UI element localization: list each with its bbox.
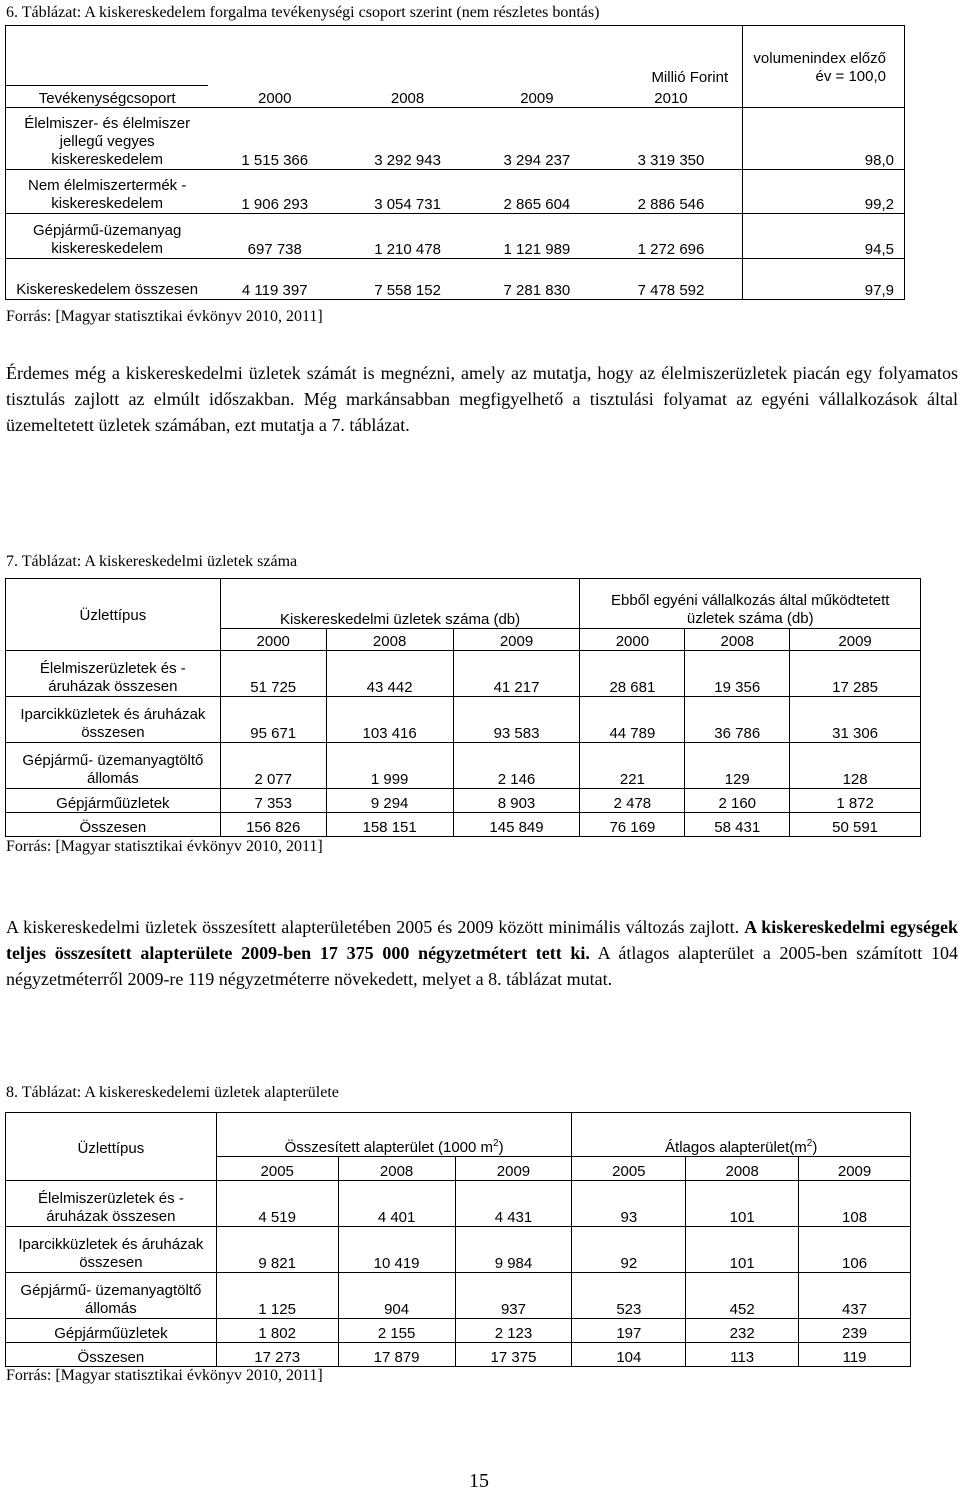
table6-year: 2009 [474,86,600,108]
table6-cell: 697 738 [208,214,341,259]
table6-cell: 3 319 350 [600,108,743,170]
table8-cell: 904 [338,1273,455,1319]
table6-caption: 6. Táblázat: A kiskereskedelem forgalma tevékenységi csoport szerint (nem részletes bontás) [6,4,600,21]
table6-cell: 3 294 237 [474,108,600,170]
table7-cell: 36 786 [685,697,790,743]
table7-cell: 2 146 [453,743,580,789]
table7-cell: 1 999 [326,743,453,789]
table8-caption: 8. Táblázat: A kiskereskedelemi üzletek alapterülete [6,1084,339,1101]
table8-cell: 4 519 [216,1181,338,1227]
table7-caption: 7. Táblázat: A kiskereskedelmi üzletek száma [6,553,298,570]
table6-index: 94,5 [743,214,905,259]
table8-cell: 232 [686,1319,799,1343]
table7-cell: 1 872 [790,789,921,813]
table8-row-label: Iparcikküzletek és áruházak összesen [6,1227,217,1273]
table7-cell: 221 [580,743,685,789]
table8-group2-end: ) [812,1139,818,1156]
table6-cell: 7 558 152 [341,259,474,300]
body-paragraph [6,914,958,992]
table8-cell: 92 [572,1227,686,1273]
table8-row-label: Összesen [6,1343,217,1367]
table6-index: 97,9 [743,259,905,300]
table6-cell: 1 210 478 [341,214,474,259]
table8-cell: 437 [799,1273,911,1319]
table8-cell: 119 [799,1343,911,1367]
table6-cell: 7 281 830 [474,259,600,300]
table-row [6,170,905,214]
table7-cell: 51 725 [220,651,326,697]
table7-cell: 19 356 [685,651,790,697]
table7-row-label: Gépjárműüzletek [6,789,221,813]
table6-cell: 4 119 397 [208,259,341,300]
table7-row-label: Összesen [6,813,221,837]
table8-group2-text: Átlagos alapterület(m [665,1139,807,1156]
table6-unit-header: Millió Forint [208,26,742,86]
table6-index: 99,2 [743,170,905,214]
table8-cell: 523 [572,1273,686,1319]
table7-cell: 76 169 [580,813,685,837]
table6-row-label: Nem élelmiszertermék - kiskereskedelem [6,170,209,214]
table8 [5,1112,911,1367]
table-row [6,743,921,789]
table8-cell: 106 [799,1227,911,1273]
table6-year: 2000 [208,86,341,108]
table6-cell: 1 272 696 [600,214,743,259]
table7-year: 2000 [580,629,685,651]
table-row [6,1343,911,1367]
table7-cell: 93 583 [453,697,580,743]
table8-year: 2009 [799,1157,911,1181]
table-row [6,1227,911,1273]
table7-type-header: Üzlettípus [6,579,221,651]
table6-index-header: volumenindex előző év = 100,0 [743,26,905,86]
page-number: 15 [469,1470,489,1492]
body-paragraph: Érdemes még a kiskereskedelmi üzletek számát is megnézni, amely az mutatja, hogy az élelmiszerüzletek piacán egy folyamatos tisztulás zajlott az elmúlt időszakban. Még markánsabban megfigyelhető a tisztulási folyamat az egyéni vállalkozások által üzemeltetett üzletek számában, ezt mutatja a 7. táblázat. [6,363,958,435]
table6-cell: 1 515 366 [208,108,341,170]
table7-year: 2009 [790,629,921,651]
table7-cell: 2 160 [685,789,790,813]
table7-cell: 129 [685,743,790,789]
table7-year: 2008 [326,629,453,651]
table7-year: 2009 [453,629,580,651]
table-row [6,813,921,837]
table6-source: Forrás: [Magyar statisztikai évkönyv 2010, 2011] [6,308,323,325]
table8-row-label: Élelmiszerüzletek és - áruházak összesen [6,1181,217,1227]
table6-cell: 7 478 592 [600,259,743,300]
paragraph-text: A kiskereskedelmi üzletek összesített alapterületében 2005 és 2009 között minimális változás zajlott. [6,917,745,937]
table8-cell: 937 [455,1273,572,1319]
table8-cell: 9 984 [455,1227,572,1273]
table8-cell: 4 431 [455,1181,572,1227]
table8-year: 2005 [216,1157,338,1181]
table8-cell: 1 802 [216,1319,338,1343]
table6-cell: 3 054 731 [341,170,474,214]
table8-cell: 10 419 [338,1227,455,1273]
table6-row-label: Kiskereskedelem összesen [6,259,209,300]
table8-year: 2008 [686,1157,799,1181]
table7-row-label: Iparcikküzletek és áruházak összesen [6,697,221,743]
table8-cell: 113 [686,1343,799,1367]
table8-cell: 104 [572,1343,686,1367]
table8-row-label: Gépjármű- üzemanyagtöltő állomás [6,1273,217,1319]
table7-year: 2008 [685,629,790,651]
table8-cell: 197 [572,1319,686,1343]
table8-cell: 2 123 [455,1319,572,1343]
table8-cell: 9 821 [216,1227,338,1273]
table8-cell: 17 375 [455,1343,572,1367]
table8-cell: 108 [799,1181,911,1227]
table7-cell: 28 681 [580,651,685,697]
table6-row-label: Gépjármű-üzemanyag kiskereskedelem [6,214,209,259]
table7-row-label: Élelmiszerüzletek és - áruházak összesen [6,651,221,697]
table-row [6,651,921,697]
table7-cell: 50 591 [790,813,921,837]
table7-group2-header: Ebből egyéni vállalkozás által működtetett üzletek száma (db) [580,579,921,629]
table-row [6,697,921,743]
table7-cell: 44 789 [580,697,685,743]
table8-cell: 239 [799,1319,911,1343]
paragraph-text: A átlagos alapterület a 2005-ben számított 104 négyzetméterről 2009-re 119 négyzetméterre növekedett, melyet a 8. táblázat mutat. [6,943,958,989]
table7-cell: 8 903 [453,789,580,813]
table7-cell: 128 [790,743,921,789]
table6-index: 98,0 [743,108,905,170]
table8-cell: 101 [686,1181,799,1227]
table7 [5,578,921,837]
table-row [6,214,905,259]
table7-group1-header: Kiskereskedelmi üzletek száma (db) [220,579,580,629]
table8-year: 2005 [572,1157,686,1181]
table7-cell: 103 416 [326,697,453,743]
table8-group1-header [216,1113,572,1157]
table6-cell: 1 121 989 [474,214,600,259]
table8-source: Forrás: [Magyar statisztikai évkönyv 2010, 2011] [6,1367,323,1384]
table7-cell: 17 285 [790,651,921,697]
table6-year: 2008 [341,86,474,108]
table7-cell: 58 431 [685,813,790,837]
table8-row-label: Gépjárműüzletek [6,1319,217,1343]
table-row [6,1273,911,1319]
table7-source: Forrás: [Magyar statisztikai évkönyv 2010, 2011] [6,838,323,855]
table7-cell: 9 294 [326,789,453,813]
table8-group1-text: Összesített alapterület (1000 m [284,1139,494,1156]
table8-cell: 2 155 [338,1319,455,1343]
table8-year: 2008 [338,1157,455,1181]
table7-cell: 31 306 [790,697,921,743]
table6-year: 2010 [600,86,743,108]
table8-cell: 101 [686,1227,799,1273]
table8-year: 2009 [455,1157,572,1181]
table7-cell: 43 442 [326,651,453,697]
table-row [6,1181,911,1227]
table6-cell: 3 292 943 [341,108,474,170]
table8-cell: 17 879 [338,1343,455,1367]
table-row [6,108,905,170]
table6-cell: 2 886 546 [600,170,743,214]
table8-cell: 1 125 [216,1273,338,1319]
table7-cell: 156 826 [220,813,326,837]
table8-group1-sup: 2 [493,1138,499,1149]
table6-row-label: Élelmiszer- és élelmiszer jellegű vegyes kiskereskedelem [6,108,209,170]
table8-group2-sup: 2 [806,1138,813,1149]
table8-group2-header [572,1113,911,1157]
table8-group1-end: ) [498,1139,504,1156]
table7-cell: 2 077 [220,743,326,789]
table7-cell: 158 151 [326,813,453,837]
table8-cell: 93 [572,1181,686,1227]
table7-cell: 145 849 [453,813,580,837]
table7-cell: 95 671 [220,697,326,743]
paragraph-bold-text: A kiskereskedelmi egységek teljes összesített alapterülete 2009-ben 17 375 000 négyzetmétert tett ki. [6,917,958,963]
table-row [6,789,921,813]
table6-group-header: Tevékenységcsoport [6,86,209,108]
table6 [5,25,905,300]
table8-cell: 17 273 [216,1343,338,1367]
table7-year: 2000 [220,629,326,651]
table8-cell: 4 401 [338,1181,455,1227]
table7-row-label: Gépjármű- üzemanyagtöltő állomás [6,743,221,789]
table-row [6,259,905,300]
table7-cell: 7 353 [220,789,326,813]
table7-cell: 41 217 [453,651,580,697]
table-row [6,1319,911,1343]
table8-cell: 452 [686,1273,799,1319]
table6-cell: 1 906 293 [208,170,341,214]
table7-cell: 2 478 [580,789,685,813]
table6-cell: 2 865 604 [474,170,600,214]
table8-type-header: Üzlettípus [6,1113,217,1157]
